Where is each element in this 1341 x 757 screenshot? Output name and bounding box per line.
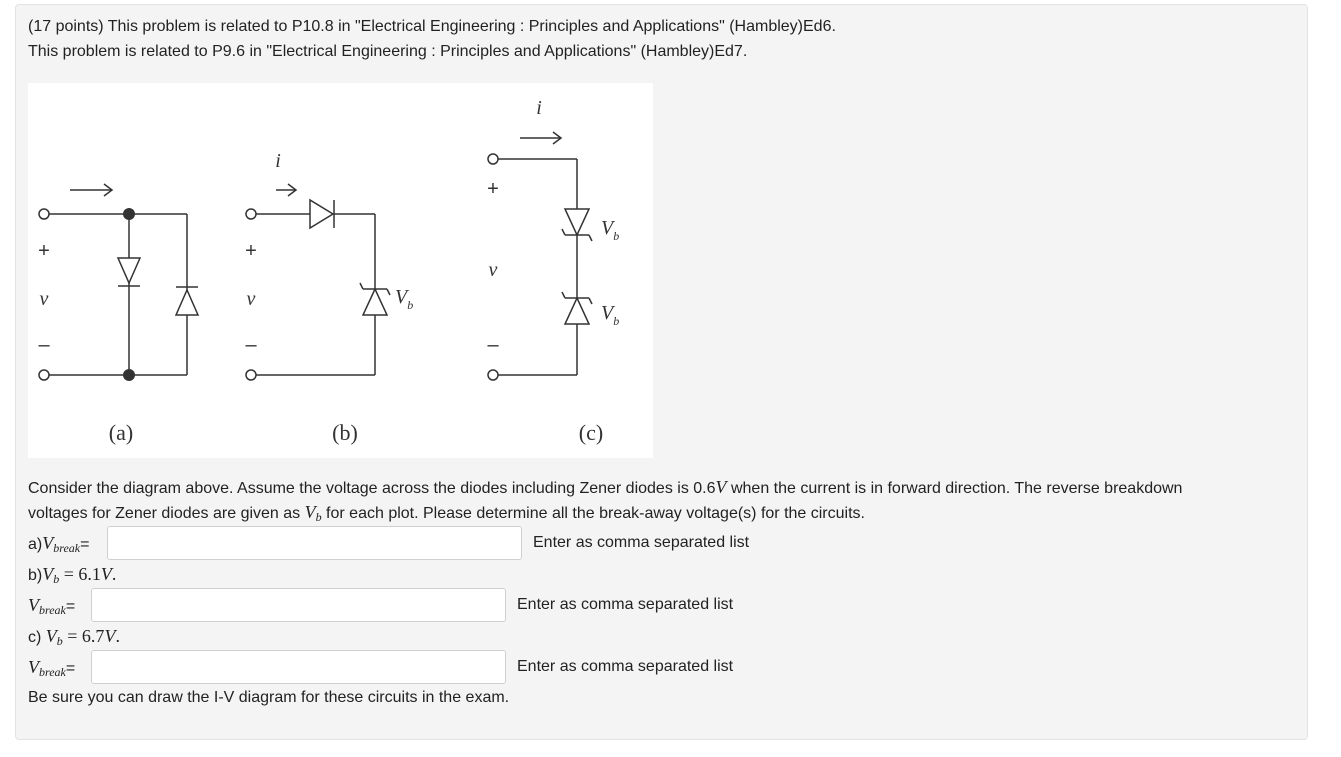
problem-header-line-1: (17 points) This problem is related to P10.8 in "Electrical Engineering : Principles and Applications" (Hambley)Ed6. [28,18,836,35]
problem-description-line-1: Consider the diagram above. Assume the voltage across the diodes including Zener diodes is 0.6V when the current is in forward direction. The reverse breakdown [28,477,1183,497]
part-c-label: $V_{break}=$ [28,657,76,679]
circuit-a-minus-label: – [38,334,50,356]
problem-description-line-2: voltages for Zener diodes are given as $V_b$ for each plot. Please determine all the break-away voltage(s) for the circuits. [28,502,865,524]
problem-header-line-2: This problem is related to P9.6 in "Electrical Engineering : Principles and Applications" (Hambley)Ed7. [28,43,748,60]
caption-a: (a) [108,420,134,445]
circuit-a-plus-label: + [38,240,50,262]
part-b-answer-input[interactable] [91,588,506,622]
problem-footer-note: Be sure you can draw the I-V diagram for these circuits in the exam. [28,689,510,706]
part-b-hint: Enter as comma separated list [517,596,734,613]
circuit-diagram-svg [28,83,653,458]
circuit-diagram [28,83,653,458]
part-a-hint: Enter as comma separated list [533,534,750,551]
caption-b: (b) [332,420,358,445]
part-a-label: $a)V_{break}=$ [28,533,90,555]
circuit-a-voltage-label: v [39,288,49,310]
circuit-b-current-label: i [275,150,281,172]
part-c-answer-input[interactable] [91,650,506,684]
circuit-b-zener-voltage-label: $V_b$ [395,286,414,312]
circuit-b-plus-label: + [245,240,257,262]
circuit-b-voltage-label: v [246,288,256,310]
part-a-answer-input[interactable] [107,526,522,560]
circuit-b-minus-label: – [245,334,257,356]
part-c-hint: Enter as comma separated list [517,658,734,675]
part-c-given-value: c) $V_b = 6.7V$. [28,626,120,648]
circuit-c-voltage-label: v [488,259,498,281]
part-b-given-value: $b)V_b = 6.1V$. [28,564,117,586]
circuit-c-minus-label: – [487,334,499,356]
circuit-c-current-label: i [536,97,542,119]
circuit-c-zener-1-voltage-label: $V_b$ [601,217,620,243]
part-b-label: $V_{break}=$ [28,595,76,617]
circuit-c-zener-2-voltage-label: $V_b$ [601,302,620,328]
circuit-c-plus-label: + [487,178,499,200]
caption-c: (c) [578,420,604,445]
